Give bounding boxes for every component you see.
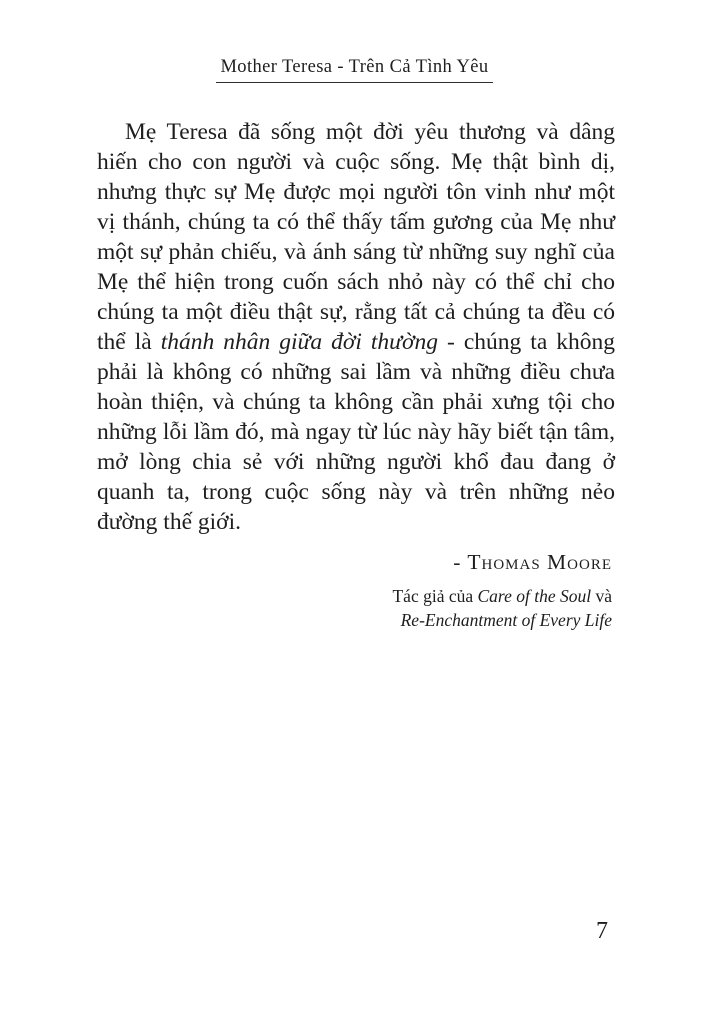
attribution-block <box>0 550 612 632</box>
credit-line-1 <box>0 584 612 608</box>
body-text-italic-phrase: thánh nhân giữa đời thường <box>160 329 439 355</box>
running-header <box>0 0 709 83</box>
page-number: 7 <box>596 918 608 944</box>
body-text-part2: - chúng ta không phải là không có những sai lầm và những điều chưa hoàn thiện, và chúng ta không cần phải xưng tội cho những lỗi lầm đó, mà ngay từ lúc này hãy biết tận tâm, mở lòng chia sẻ với những người khổ đau đang ở quanh ta, trong cuộc sống này và trên những nẻo đường thế giới. <box>97 329 616 535</box>
author-name: - Thomas Moore <box>453 550 612 574</box>
body-paragraph <box>97 117 615 537</box>
running-header-text: Mother Teresa - Trên Cả Tình Yêu <box>216 57 492 83</box>
body-text-part1: Mẹ Teresa đã sống một đời yêu thương và dâng hiến cho con người và cuộc sống. Mẹ thật bình dị, nhưng thực sự Mẹ được mọi người tôn vinh như một vị thánh, chúng ta có thể thấy tấm gương của Mẹ như một sự phản chiếu, và ánh sáng từ những suy nghĩ của Mẹ thể hiện trong cuốn sách nhỏ này có thể chỉ cho chúng ta một điều thật sự, rằng tất cả chúng ta đều có thể là <box>97 119 615 355</box>
credit-prefix: Tác giả của <box>392 586 478 606</box>
author-credits <box>0 584 612 632</box>
credit-book-title-2: Re-Enchantment of Every Life <box>400 610 612 630</box>
credit-conjunction: và <box>591 586 612 606</box>
credit-book-title-1: Care of the Soul <box>477 586 592 606</box>
credit-line-2 <box>0 608 612 632</box>
